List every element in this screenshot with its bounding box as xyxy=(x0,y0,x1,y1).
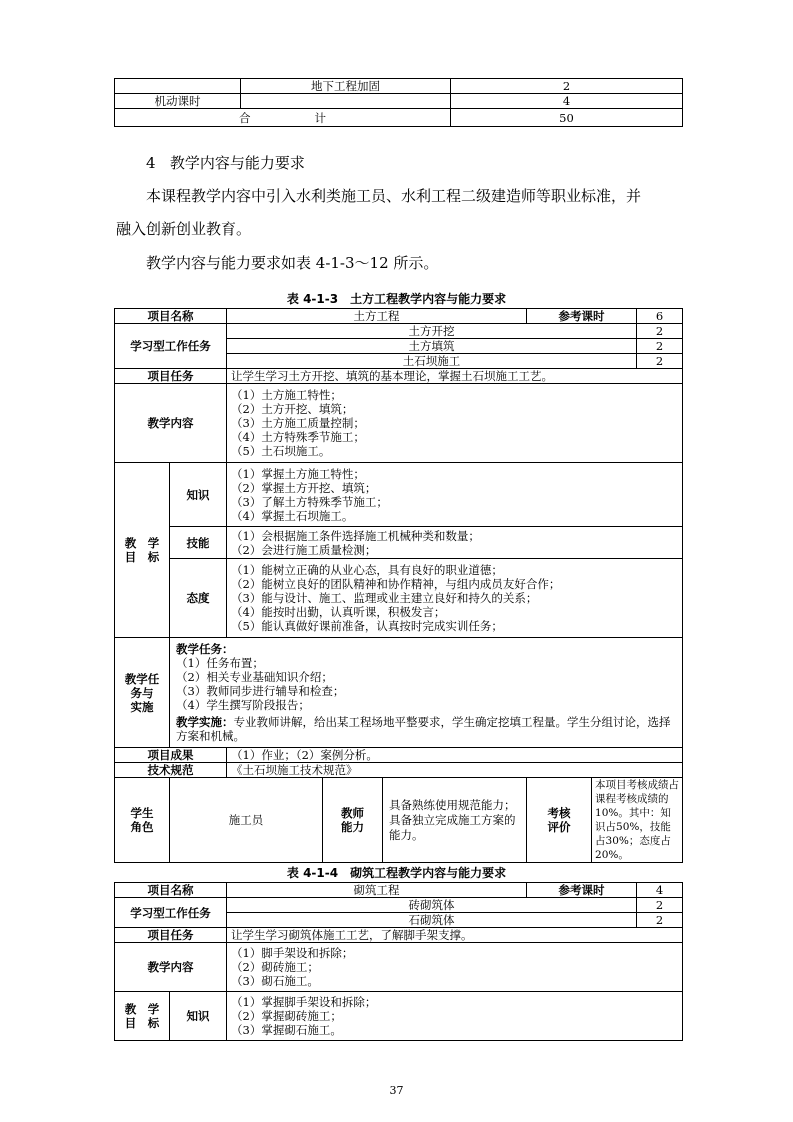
flex-hours-label: 机动课时 xyxy=(115,94,241,109)
skill-label: 技能 xyxy=(170,527,227,559)
work-tasks-label: 学习型工作任务 xyxy=(115,898,227,928)
attitude-label: 态度 xyxy=(170,559,227,638)
flex-hours-value: 4 xyxy=(451,94,683,109)
total-label: 合 计 xyxy=(115,109,451,127)
content-item: （1）脚手架设和拆除； xyxy=(231,946,354,960)
task-item: （2）相关专业基础知识介绍； xyxy=(176,670,333,684)
knowledge-item: （3）了解土方特殊季节施工； xyxy=(231,494,388,509)
content-label: 教学内容 xyxy=(115,384,227,463)
work-task-hours: 2 xyxy=(637,324,683,339)
content-item: （4）土方特殊季节施工； xyxy=(231,430,365,444)
skill-list xyxy=(227,527,683,559)
assessment-label: 考核 评价 xyxy=(527,778,592,863)
outcome-label: 项目成果 xyxy=(115,748,227,763)
project-task-value: 让学生学习砌筑体施工工艺，了解脚手架支撑。 xyxy=(227,928,683,943)
knowledge-item: （2）掌握砌砖施工； xyxy=(231,1009,342,1023)
project-task-value: 让学生学习土方开挖、填筑的基本理论，掌握土石坝施工工艺。 xyxy=(227,369,683,384)
content-item: （5）土石坝施工。 xyxy=(231,444,331,458)
knowledge-item: （1）掌握土方施工特性； xyxy=(231,466,365,481)
impl-text: 专业教师讲解，给出某工程场地平整要求，学生确定挖填工程量。学生分组讨论，选择方案和机械。 xyxy=(176,715,671,743)
goal-label: 教 学 目 标 xyxy=(115,463,170,638)
task-item: （4）学生撰写阶段报告； xyxy=(176,698,310,712)
work-task-hours: 2 xyxy=(637,898,683,913)
content-list xyxy=(227,943,683,992)
assessment-value: 本项目考核成绩占课程考核成绩的10%。其中：知识占50%，技能占30%；态度占20%。 xyxy=(592,778,683,863)
attitude-item: （1）能树立正确的从业心态，具有良好的职业道德； xyxy=(231,563,503,577)
project-name-value: 砌筑工程 xyxy=(227,883,527,898)
section-heading: 4 教学内容与能力要求 xyxy=(146,154,305,172)
attitude-item: （2）能树立良好的团队精神和协作精神，与组内成员友好合作； xyxy=(231,577,561,591)
goal-label: 教 学 目 标 xyxy=(115,992,170,1041)
attitude-item: （3）能与设计、施工、监理或业主建立良好和持久的关系； xyxy=(231,591,538,605)
knowledge-item: （3）掌握砌石施工。 xyxy=(231,1023,342,1037)
table1-caption: 表 4-1-3 土方工程教学内容与能力要求 xyxy=(286,292,507,306)
task-item: （3）教师同步进行辅导和检查； xyxy=(176,684,345,698)
content-item: （3）砌石施工。 xyxy=(231,974,319,988)
content-item: （2）土方开挖、填筑； xyxy=(231,402,354,416)
knowledge-item: （2）掌握土方开挖、填筑； xyxy=(231,480,377,495)
knowledge-list xyxy=(227,992,683,1041)
content-item: （1）土方施工特性； xyxy=(231,388,342,402)
work-task-hours: 2 xyxy=(637,354,683,369)
work-task-hours: 2 xyxy=(637,913,683,928)
content-item: （3）土方施工质量控制； xyxy=(231,416,365,430)
top-row1-hours: 2 xyxy=(451,79,683,94)
total-hours: 50 xyxy=(451,109,683,127)
table2-caption: 表 4-1-4 砌筑工程教学内容与能力要求 xyxy=(286,866,507,880)
impl-heading: 教学实施： xyxy=(176,715,234,729)
task-heading: 教学任务： xyxy=(176,642,234,656)
ref-hours-value: 6 xyxy=(637,309,683,324)
table-4-1-3 xyxy=(114,308,683,863)
work-task-name: 土方填筑 xyxy=(227,339,637,354)
knowledge-item: （4）掌握土石坝施工。 xyxy=(231,508,354,523)
project-name-label: 项目名称 xyxy=(115,883,227,898)
work-task-name: 土方开挖 xyxy=(227,324,637,339)
attitude-item: （5）能认真做好课前准备，认真按时完成实训任务； xyxy=(231,619,503,633)
work-task-name: 土石坝施工 xyxy=(227,354,637,369)
knowledge-label: 知识 xyxy=(170,992,227,1041)
skill-item: （2）会进行施工质量检测； xyxy=(231,542,377,557)
outcome-value: （1）作业；（2）案例分析。 xyxy=(227,748,683,763)
ref-hours-value: 4 xyxy=(637,883,683,898)
impl-label: 教学任 务与 实施 xyxy=(115,638,170,748)
work-task-name: 石砌筑体 xyxy=(227,913,637,928)
knowledge-label: 知识 xyxy=(170,463,227,527)
paragraph-2: 教学内容与能力要求如表 4-1-3～12 所示。 xyxy=(146,254,439,272)
impl-content xyxy=(170,638,683,748)
project-name-label: 项目名称 xyxy=(115,309,227,324)
project-name-value: 土方工程 xyxy=(227,309,527,324)
student-role-label: 学生 角色 xyxy=(115,778,170,863)
skill-item: （1）会根据施工条件选择施工机械种类和数量； xyxy=(231,528,480,543)
content-item: （2）砌砖施工； xyxy=(231,960,319,974)
page-number: 37 xyxy=(389,1084,404,1097)
project-task-label: 项目任务 xyxy=(115,369,227,384)
ref-hours-label: 参考课时 xyxy=(527,309,637,324)
attitude-list xyxy=(227,559,683,638)
work-tasks-label: 学习型工作任务 xyxy=(115,324,227,369)
knowledge-list xyxy=(227,463,683,527)
impl-paragraph xyxy=(176,715,676,743)
task-item: （1）任务布置； xyxy=(176,656,264,670)
work-task-hours: 2 xyxy=(637,339,683,354)
teacher-ability-label: 教师 能力 xyxy=(323,778,383,863)
knowledge-item: （1）掌握脚手架设和拆除； xyxy=(231,995,377,1009)
ref-hours-label: 参考课时 xyxy=(527,883,637,898)
content-list xyxy=(227,384,683,463)
standard-label: 技术规范 xyxy=(115,763,227,778)
top-hours-table xyxy=(114,78,683,127)
work-task-name: 砖砌筑体 xyxy=(227,898,637,913)
paragraph-1-line-2: 融入创新创业教育。 xyxy=(116,220,252,238)
table-4-1-4 xyxy=(114,882,683,1041)
content-label: 教学内容 xyxy=(115,943,227,992)
standard-value: 《土石坝施工技术规范》 xyxy=(227,763,683,778)
attitude-item: （4）能按时出勤，认真听课，积极发言； xyxy=(231,605,446,619)
top-row1-content: 地下工程加固 xyxy=(241,79,451,94)
teacher-ability-value: 具备熟练使用规范能力；具备独立完成施工方案的能力。 xyxy=(383,778,527,863)
project-task-label: 项目任务 xyxy=(115,928,227,943)
student-role-value: 施工员 xyxy=(170,778,323,863)
paragraph-1-line-1: 本课程教学内容中引入水利类施工员、水利工程二级建造师等职业标准，并 xyxy=(146,187,642,205)
